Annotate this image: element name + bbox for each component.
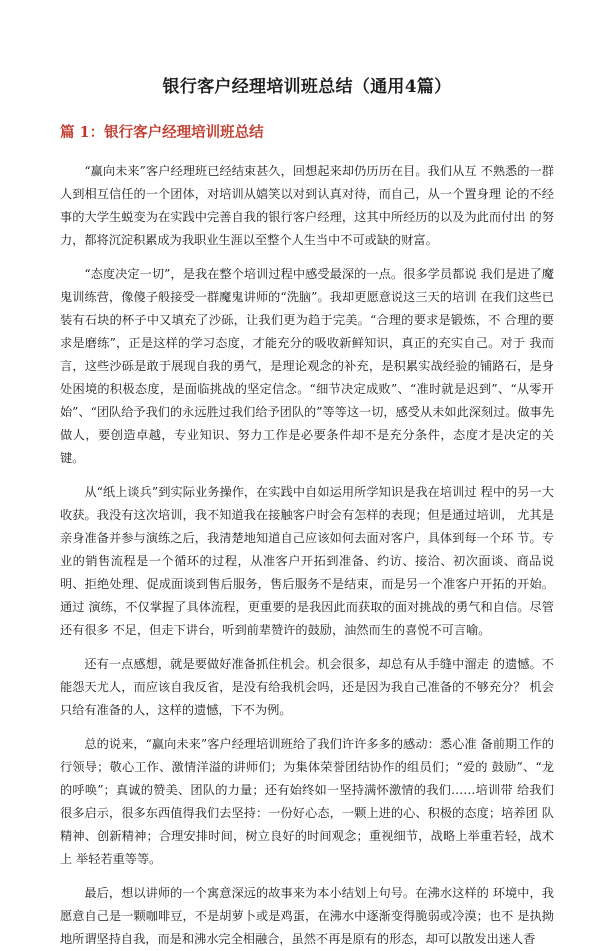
section-heading: 篇 1：银行客户经理培训班总结 [60, 124, 264, 141]
body-paragraph: 从“纸上谈兵”到实际业务操作，在实践中自如运用所学知识是我在培训过 程中的另一大收获。我没有这次培训，我不知道我在接触客户时会有怎样的表现；但是通过培训， 尤其是亲身准备并参与演练之后，我清楚地知道自己应该如何去面对客户，具体到每一个环 节。专业的销售流程是一个循环的过程，从准客户开拓到准备、约访、接洽、初次面谈、商品说 明、拒绝处理、促成面谈到售后服务，售后服务不是结束，而是另一个准客户开拓的开始。通过 演练，不仅掌握了具体流程，更重要的是我因此而获取的面对挑战的勇气和自信。尽管还有很多 不足，但走下讲台，听到前辈赞许的鼓励，油然而生的喜悦不可言喻。 [60, 485, 554, 637]
body-paragraph: 最后，想以讲师的一个寓意深远的故事来为本小结划上句号。在沸水这样的 环境中，我愿意自己是一颗咖啡豆，不是胡萝卜或是鸡蛋，在沸水中逐渐变得脆弱或冷漠；也不 是执拗地所谓坚持自我，而是和沸水完全相融合，虽然不再是原有的形态，却可以散发出迷人香 [60, 886, 554, 946]
body-paragraph: 总的说来，“赢向未来”客户经理培训班给了我们许许多多的感动：悉心准 备前期工作的行领导；敬心工作、激情洋溢的讲师们；为集体荣誉团结协作的组员们；“爱的 鼓励”、“龙的呼唤”；真诚的赞美、团队的力量；还有始终如一坚持满怀激情的我们……培训带 给我们很多启示，很多东西值得我们去坚持：一份好心态，一颗上进的心、积极的态度；培养团 队精神、创新精神；合理安排时间，树立良好的时间观念；重视细节，战略上举重若轻，战术上 举轻若重等等。 [60, 737, 554, 866]
body-paragraph: “赢向未来”客户经理班已经结束甚久，回想起来却仍历历在目。我们从互 不熟悉的一群人到相互信任的一个团体，对培训从嬉笑以对到认真对待，而自己，从一个置身理 论的不经事的大学生蜕变为在实践中完善自我的银行客户经理，这其中所经历的以及为此而付出 的努力，都将沉淀积累成为我职业生涯以至整个人生当中不可或缺的财富。 [60, 164, 554, 247]
body-paragraph: 还有一点感想，就是要做好准备抓住机会。机会很多，却总有从手缝中溜走 的遗憾。不能怨天尤人，而应该自我反省，是没有给我机会吗，还是因为我自己准备的不够充分？ 机会只给有准备的人，这样的遗憾，下不为例。 [60, 657, 554, 717]
body-paragraph: “态度决定一切”，是我在整个培训过程中感受最深的一点。很多学员都说 我们是进了魔鬼训练营，像傻子般接受一群魔鬼讲师的“洗脑”。我却更愿意说这三天的培训 在我们这些已装有石块的杯子中又填充了沙砾，让我们更为趋于完美。“合理的要求是锻炼，不 合理的要求是磨练”，正是这样的学习态度，才能充分的吸收新鲜知识，真正的充实自己。对于 我而言，这些沙砾是敢于展现自我的勇气，是理论观念的补充，是积累实战经验的铺路石，是身 处困境的积极态度，是面临挑战的坚定信念。“细节决定成败”、“准时就是迟到”、“从零开 始”、“团队给予我们的永远胜过我们给予团队的”等等这一切，感受从未如此深刻过。做事先 做人，要创造卓越，专业知识、努力工作是必要条件却不是充分条件，态度才是决定的关键。 [60, 267, 555, 465]
document-title: 银行客户经理培训班总结（通用4篇） [162, 77, 452, 97]
